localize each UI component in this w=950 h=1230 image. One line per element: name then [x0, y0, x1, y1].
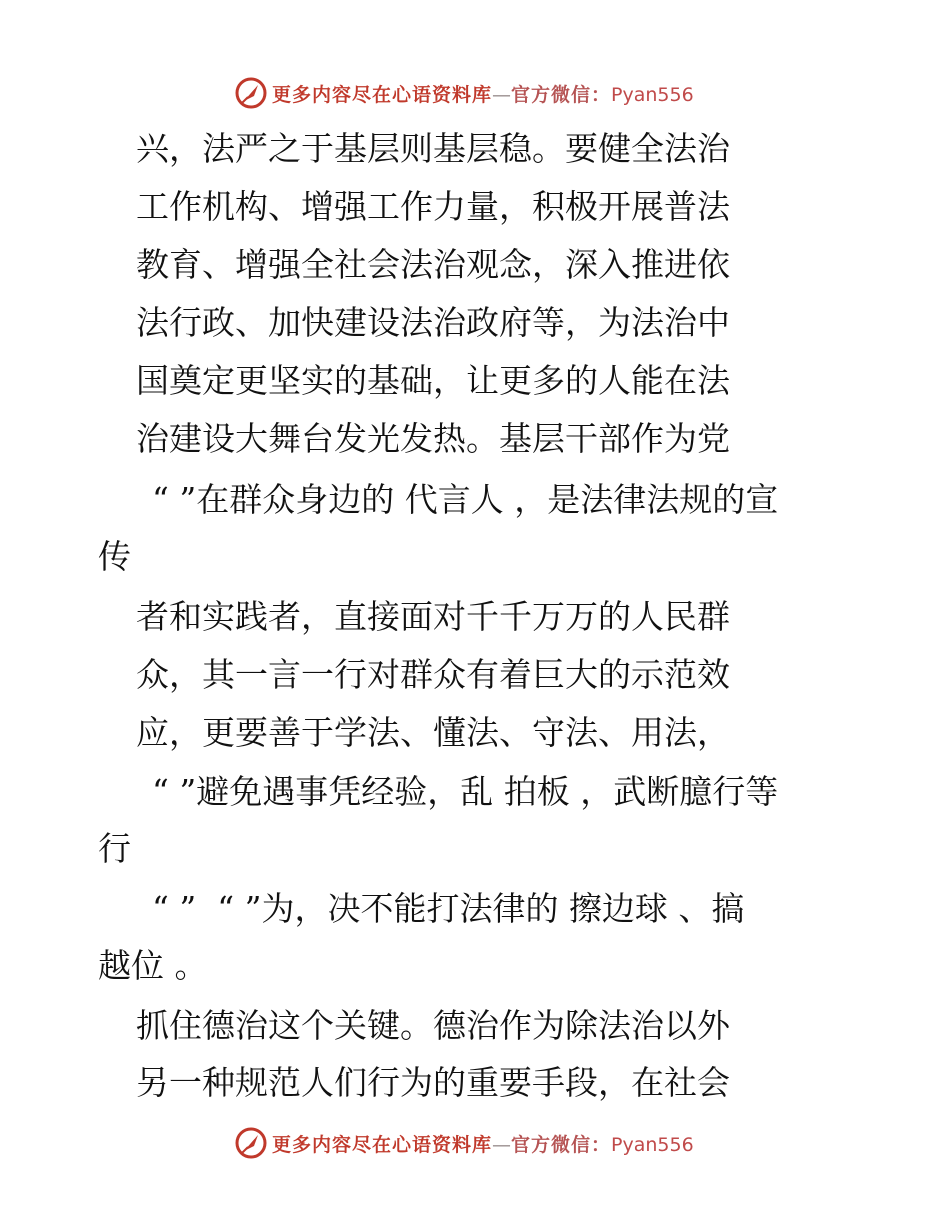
text-line: 兴，法严之于基层则基层稳。要健全法治: [136, 129, 730, 168]
quill-logo-icon: [234, 1126, 268, 1160]
text-line: 工作机构、增强工作力量，积极开展普法: [136, 187, 730, 226]
banner-text: [272, 80, 694, 107]
text-line: 治建设大舞台发光发热。基层干部作为党: [136, 419, 730, 458]
text-line: 法行政、加快建设法治政府等，为法治中: [136, 303, 730, 342]
banner-wechat-id: Pyan556: [611, 84, 694, 106]
text-line: 抓住德治这个关键。德治作为除法治以外: [136, 1006, 730, 1045]
banner-brand: 更多内容尽在心语资料库: [272, 84, 493, 106]
banner-separator: —: [492, 1134, 512, 1156]
text-line: 越位 。: [98, 946, 208, 985]
text-line: 传: [98, 537, 131, 576]
text-line: “ ”避免遇事凭经验，乱 拍板 ，武断臆行等: [152, 772, 779, 811]
header-banner: [0, 70, 950, 110]
text-line: “ ” “ ”为，决不能打法律的 擦边球 、搞: [152, 889, 745, 928]
banner-brand: 更多内容尽在心语资料库: [272, 1134, 493, 1156]
text-line: 行: [98, 829, 131, 868]
banner-wechat-id: Pyan556: [611, 1134, 694, 1156]
text-line: 教育、增强全社会法治观念，深入推进依: [136, 245, 730, 284]
quill-logo-icon: [234, 76, 268, 110]
text-line: 者和实践者，直接面对千千万万的人民群: [136, 597, 730, 636]
banner-text: [272, 1130, 694, 1157]
text-line: 另一种规范人们行为的重要手段，在社会: [136, 1063, 730, 1102]
text-line: 国奠定更坚实的基础，让更多的人能在法: [136, 361, 730, 400]
banner-separator: —: [492, 84, 512, 106]
footer-banner: [0, 1120, 950, 1160]
text-line: 应，更要善于学法、懂法、守法、用法，: [136, 713, 730, 752]
text-line: 众，其一言一行对群众有着巨大的示范效: [136, 655, 730, 694]
banner-wechat-label: 官方微信：: [511, 1134, 612, 1156]
text-line: “ ”在群众身边的 代言人 ，是法律法规的宣: [152, 480, 779, 519]
banner-wechat-label: 官方微信：: [511, 84, 612, 106]
